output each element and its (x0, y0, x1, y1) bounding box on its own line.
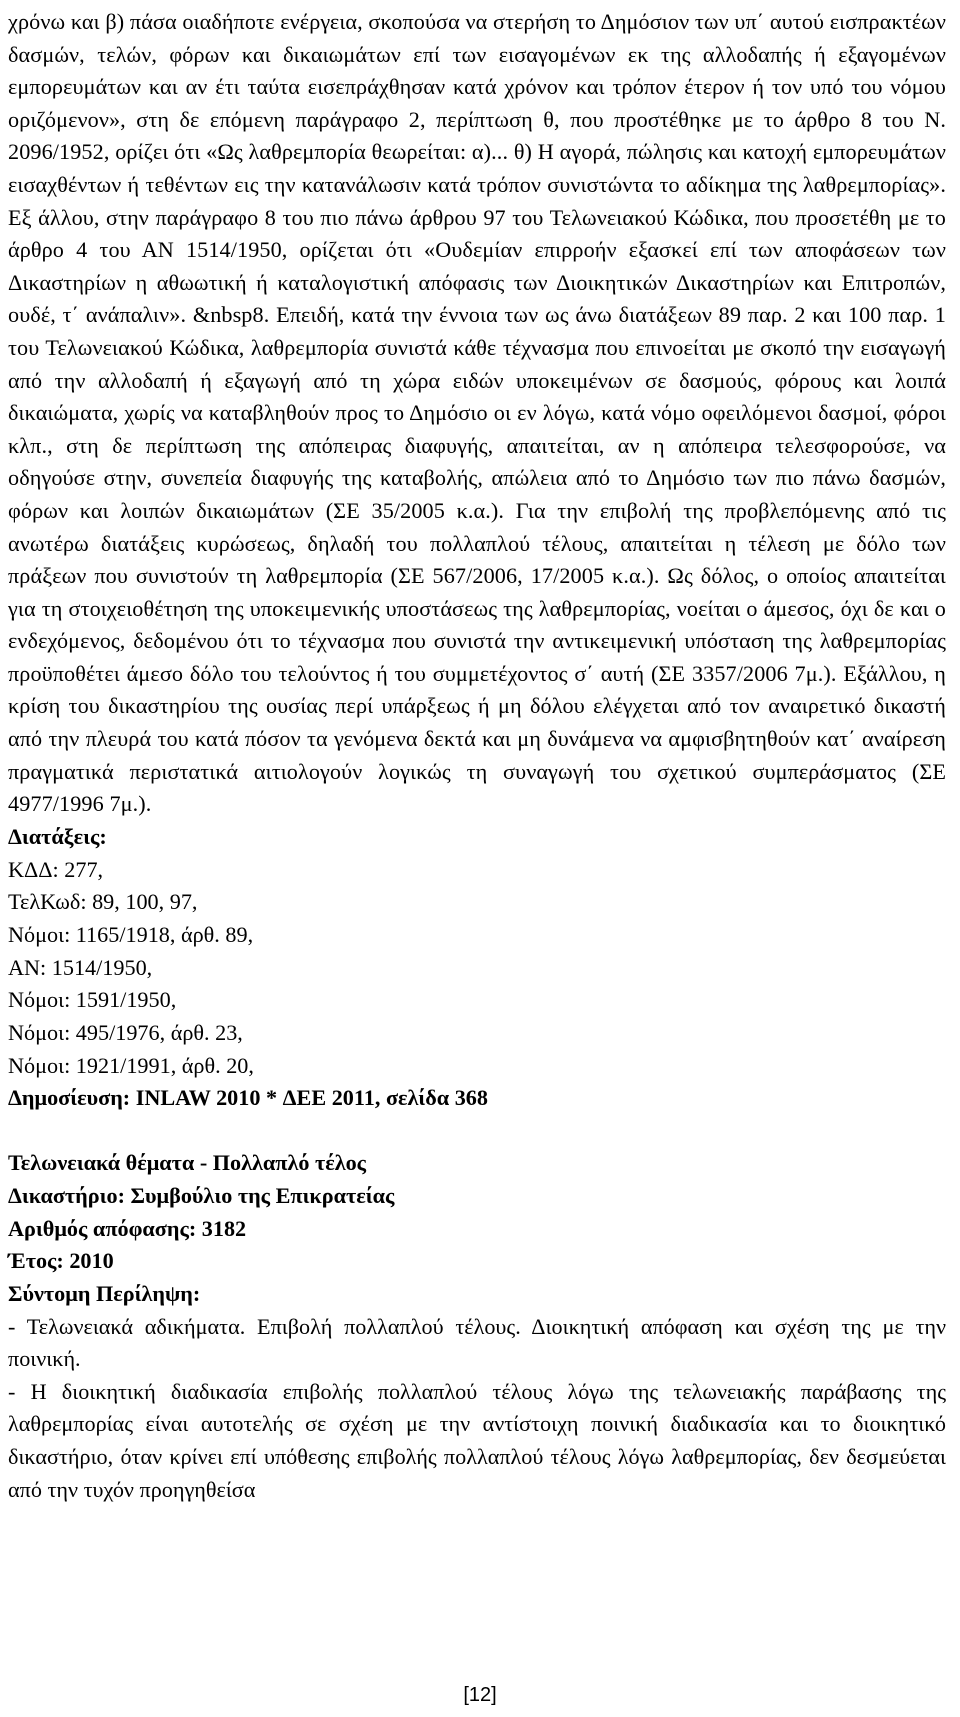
case-year: Έτος: 2010 (8, 1248, 114, 1274)
provisions-heading: Διατάξεις: (8, 823, 107, 849)
spacer (8, 1115, 946, 1147)
provision-item: ΚΔΔ: 277, (8, 856, 104, 882)
page-number: [12] (463, 1684, 497, 1706)
provision-item: Νόμοι: 1591/1950, (8, 987, 177, 1013)
provision-item: Νόμοι: 495/1976, άρθ. 23, (8, 1020, 243, 1046)
summary-paragraph: - Η διοικητική διαδικασία επιβολής πολλαπλού τέλους λόγω της τελωνειακής παράβασης της λαθρεμπορίας είναι αυτοτελής σε σχέση με την αντίστοιχη ποινική διαδικασία και το διοικητικό δικαστήριο, όταν κρίνει επί υπόθεσης επιβολής πολλαπλού τέλους λόγω λαθρεμπορίας, δεν δεσμεύεται από την τυχόν προηγηθείσα (8, 1378, 946, 1502)
case-title: Τελωνειακά θέματα - Πολλαπλό τέλος (8, 1150, 367, 1176)
summary-heading: Σύντομη Περίληψη: (8, 1280, 201, 1306)
provision-item: ΤελΚωδ: 89, 100, 97, (8, 889, 198, 915)
provision-item: Νόμοι: 1921/1991, άρθ. 20, (8, 1052, 254, 1078)
provision-item: Νόμοι: 1165/1918, άρθ. 89, (8, 921, 254, 947)
case-court: Δικαστήριο: Συμβούλιο της Επικρατείας (8, 1182, 395, 1208)
body-paragraph: χρόνω και β) πάσα οιαδήποτε ενέργεια, σκοπούσα να στερήση το Δημόσιον των υπ΄ αυτού εισπρακτέων δασμών, τελών, φόρων και δικαιωμάτων επί των εισαγομένων εκ της αλλοδαπής ή εξαγομένων εμπορευμάτων και αν έτι ταύτα εισεπράχθησαν κατά χρόνον και τρόπον έτερον ή τον υπό του νόμου οριζόμενον», στη δε επόμενη παράγραφο 2, περίπτωση θ, που προστέθηκε με το άρθρο 8 του Ν. 2096/1952, ορίζει ότι «Ως λαθρεμπορία θεωρείται: α)... θ) Η αγορά, πώλησις και κατοχή εμπορευμάτων εισαχθέντων ή τεθέντων εις την κατανάλωσιν κατά τρόπον συνιστώντα το αδίκημα της λαθρεμπορίας». Εξ άλλου, στην παράγραφο 8 του πιο πάνω άρθρου 97 του Τελωνειακού Κώδικα, που προσετέθη με το άρθρο 4 του ΑΝ 1514/1950, ορίζεται ότι «Ουδεμίαν επιρροήν εξασκεί επί των αποφάσεων των Δικαστηρίων η αθωωτική ή καταλογιστική απόφασις των Διοικητικών Δικαστηρίων και Επιτροπών, ουδέ, τ΄ ανάπαλιν». &nbsp8. Επειδή, κατά την έννοια των ως άνω διατάξεων 89 παρ. 2 και 100 παρ. 1 του Τελωνειακού Κώδικα, λαθρεμπορία συνιστά κάθε τέχνασμα που επινοείται με σκοπό την εισαγωγή από την αλλοδαπή ή εξαγωγή από τη χώρα ειδών υποκειμένων σε δασμούς, φόρους και λοιπά δικαιώματα, χωρίς να καταβληθούν προς το Δημόσιο οι εν λόγω, κατά νόμο οφειλόμενοι δασμοί, φόροι κλπ., στη δε περίπτωση της απόπειρας διαφυγής, απαιτείται, αν η απόπειρα τελεσφορούσε, να οδηγούσε στην, συνεπεία διαφυγής της καταβολής, απώλεια από το Δημόσιο των πιο πάνω δασμών, φόρων και λοιπών δικαιωμάτων (ΣΕ 35/2005 κ.α.). Για την επιβολή της προβλεπόμενης από τις ανωτέρω διατάξεις κυρώσεως, δηλαδή του πολλαπλού τέλους, απαιτείται η τέλεση με δόλο των πράξεων που συνιστούν τη λαθρεμπορία (ΣΕ 567/2006, 17/2005 κ.α.). Ως δόλος, ο οποίος απαιτείται για τη στοιχειοθέτηση της υποκειμενικής υποστάσεως της λαθρεμπορίας, νοείται ο άμεσος, όχι δε και ο ενδεχόμενος, δεδομένου ότι το τέχνασμα που συνιστά την αντικειμενική υπόσταση της λαθρεμπορίας προϋποθέτει άμεσο δόλο του τελούντος ή του συμμετέχοντος σ΄ αυτή (ΣΕ 3357/2006 7μ.). Εξάλλου, η κρίση του δικαστηρίου της ουσίας περί υπάρξεως ή μη δόλου ελέγχεται από τον αναιρετικό δικαστή από την πλευρά του κατά πόσον τα γενόμενα δεκτά και μη δυνάμενα να αμφισβητηθούν κατ΄ αναίρεση πραγματικά περιστατικά αιτιολογούν λογικώς τη συναγωγή του σχετικού συμπεράσματος (ΣΕ 4977/1996 7μ.). (8, 9, 946, 817)
publication-line: Δημοσίευση: INLAW 2010 * ΔΕΕ 2011, σελίδα 368 (8, 1085, 488, 1111)
provision-item: ΑΝ: 1514/1950, (8, 954, 153, 980)
summary-paragraph: - Τελωνειακά αδικήματα. Επιβολή πολλαπλού τέλους. Διοικητική απόφαση και σχέση της με την ποινική. (8, 1313, 946, 1372)
case-decision-number: Αριθμός απόφασης: 3182 (8, 1215, 247, 1241)
